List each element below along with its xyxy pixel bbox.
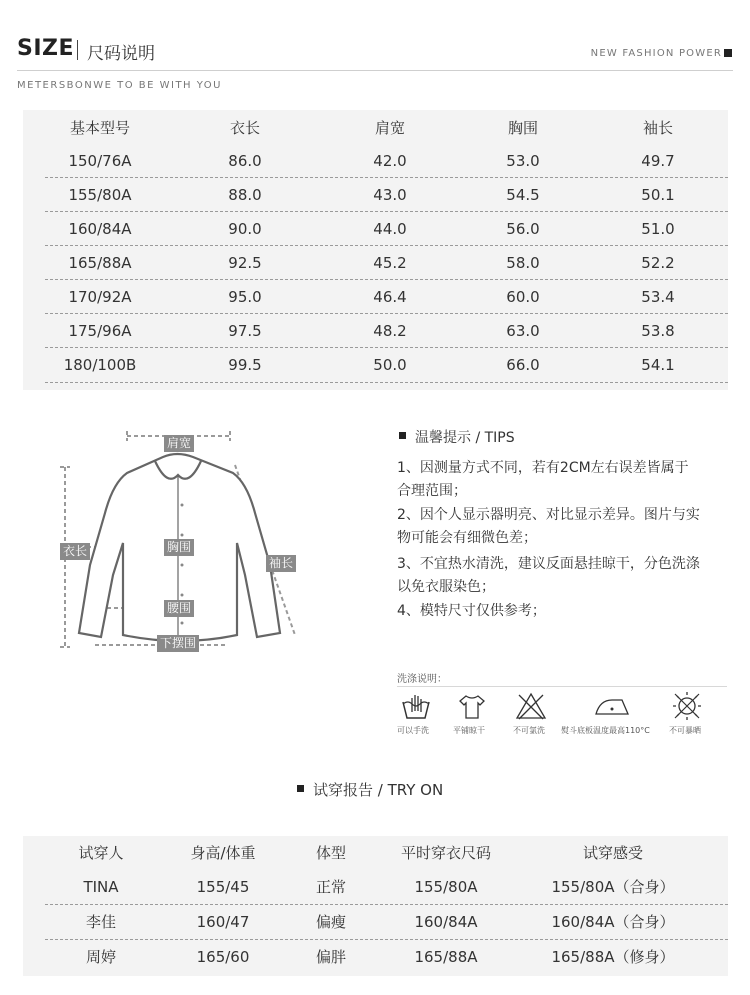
column-header: 衣长 [229, 119, 260, 137]
table-cell: 170/92A [68, 288, 132, 306]
column-header: 身高/体重 [190, 844, 256, 862]
table-cell: 42.0 [373, 152, 407, 170]
table-cell: 54.5 [506, 186, 540, 204]
chest-label: 胸围 [164, 539, 194, 556]
table-cell: 52.2 [641, 254, 675, 272]
title-separator [77, 40, 78, 60]
waist-label: 腰围 [164, 600, 194, 617]
column-header: 袖长 [642, 119, 673, 137]
iron-icon [592, 690, 632, 722]
square-bullet-icon [399, 432, 406, 439]
tips-title: 温馨提示 / TIPS [415, 430, 515, 446]
table-cell: 160/84A（合身） [551, 913, 675, 931]
wash-divider [397, 686, 727, 687]
table-cell: 周婷 [85, 948, 116, 966]
table-cell: 155/80A [68, 186, 132, 204]
square-bullet-icon [724, 49, 732, 57]
table-row [23, 212, 728, 246]
size-table [23, 110, 728, 390]
size-title-cn: 尺码说明 [87, 44, 155, 64]
table-cell: 46.4 [373, 288, 407, 306]
table-cell: 李佳 [85, 913, 116, 931]
table-cell: 155/80A（合身） [551, 878, 675, 896]
wash-caption: 可以手洗 [397, 726, 429, 735]
table-cell: 165/88A [68, 254, 132, 272]
table-cell: 正常 [315, 878, 346, 896]
length-label: 衣长 [60, 543, 90, 560]
tip-item: 3、不宜热水清洗，建议反面悬挂晾干，分色洗涤以免衣服染色； [397, 556, 700, 595]
brand-slogan: METERSBONWE TO BE WITH YOU [17, 80, 223, 91]
table-cell: 58.0 [506, 254, 540, 272]
table-cell: 165/88A [414, 948, 478, 966]
wash-caption: 平铺晾干 [453, 726, 485, 735]
hem-label: 下摆围 [157, 635, 199, 652]
row-divider [45, 382, 728, 383]
column-header: 试穿人 [78, 844, 124, 862]
table-cell: 88.0 [228, 186, 262, 204]
table-cell: 43.0 [373, 186, 407, 204]
header-divider [17, 70, 733, 71]
table-cell: 53.4 [641, 288, 675, 306]
table-cell: 92.5 [228, 254, 262, 272]
tip-item: 4、模特尺寸仅供参考； [397, 603, 546, 619]
table-row [23, 144, 728, 178]
no-sun-dry-icon [670, 690, 704, 722]
size-table-header [23, 111, 728, 145]
table-cell: 180/100B [63, 356, 137, 374]
table-cell: 86.0 [228, 152, 262, 170]
table-cell: 偏瘦 [315, 913, 346, 931]
wash-caption: 熨斗底板温度最高110°C [561, 726, 650, 735]
table-cell: 160/47 [196, 913, 250, 931]
table-cell: 165/88A（修身） [551, 948, 675, 966]
brand-power-text: NEW FASHION POWER [590, 48, 722, 59]
table-cell: 155/80A [414, 878, 478, 896]
table-cell: TINA [83, 878, 119, 896]
table-cell: 155/45 [196, 878, 250, 896]
wash-label: 洗涤说明： [397, 674, 447, 685]
table-row [23, 280, 728, 314]
table-cell: 97.5 [228, 322, 262, 340]
table-cell: 165/60 [196, 948, 250, 966]
table-cell: 150/76A [68, 152, 132, 170]
table-row [23, 314, 728, 348]
table-cell: 160/84A [68, 220, 132, 238]
table-cell: 53.0 [506, 152, 540, 170]
table-row [23, 348, 728, 382]
table-cell: 44.0 [373, 220, 407, 238]
table-cell: 160/84A [414, 913, 478, 931]
column-header: 平时穿衣尺码 [400, 844, 491, 862]
table-cell: 99.5 [228, 356, 262, 374]
flat-dry-icon [456, 690, 488, 722]
hand-wash-icon [400, 690, 432, 722]
shoulder-label: 肩宽 [164, 435, 194, 452]
table-cell: 54.1 [641, 356, 675, 374]
table-row [23, 905, 728, 939]
wash-caption: 不可暴晒 [669, 726, 701, 735]
table-cell: 56.0 [506, 220, 540, 238]
table-cell: 50.1 [641, 186, 675, 204]
table-cell: 66.0 [506, 356, 540, 374]
table-cell: 175/96A [68, 322, 132, 340]
wash-caption: 不可氯洗 [513, 726, 545, 735]
table-row [23, 870, 728, 904]
tip-item: 1、因测量方式不同，若有2CM左右误差皆属于合理范围； [397, 460, 689, 499]
table-row [23, 940, 728, 974]
table-cell: 51.0 [641, 220, 675, 238]
table-cell: 95.0 [228, 288, 262, 306]
table-cell: 60.0 [506, 288, 540, 306]
tip-item: 2、因个人显示器明亮、对比显示差异。图片与实物可能会有细微色差； [397, 507, 700, 546]
no-bleach-icon [514, 690, 548, 722]
table-row [23, 178, 728, 212]
table-cell: 90.0 [228, 220, 262, 238]
table-cell: 48.2 [373, 322, 407, 340]
column-header: 胸围 [507, 119, 538, 137]
column-header: 肩宽 [374, 119, 405, 137]
try-on-table [23, 836, 728, 976]
try-on-title: 试穿报告 / TRY ON [313, 781, 444, 799]
column-header: 基本型号 [69, 119, 130, 137]
table-cell: 45.2 [373, 254, 407, 272]
table-cell: 53.8 [641, 322, 675, 340]
table-cell: 63.0 [506, 322, 540, 340]
table-cell: 49.7 [641, 152, 675, 170]
square-bullet-icon [297, 785, 304, 792]
column-header: 试穿感受 [582, 844, 643, 862]
sleeve-label: 袖长 [266, 555, 296, 572]
table-cell: 偏胖 [315, 948, 346, 966]
table-cell: 50.0 [373, 356, 407, 374]
table-row [23, 246, 728, 280]
try-on-table-header [23, 836, 728, 870]
size-title: SIZE [17, 36, 75, 61]
column-header: 体型 [315, 844, 346, 862]
